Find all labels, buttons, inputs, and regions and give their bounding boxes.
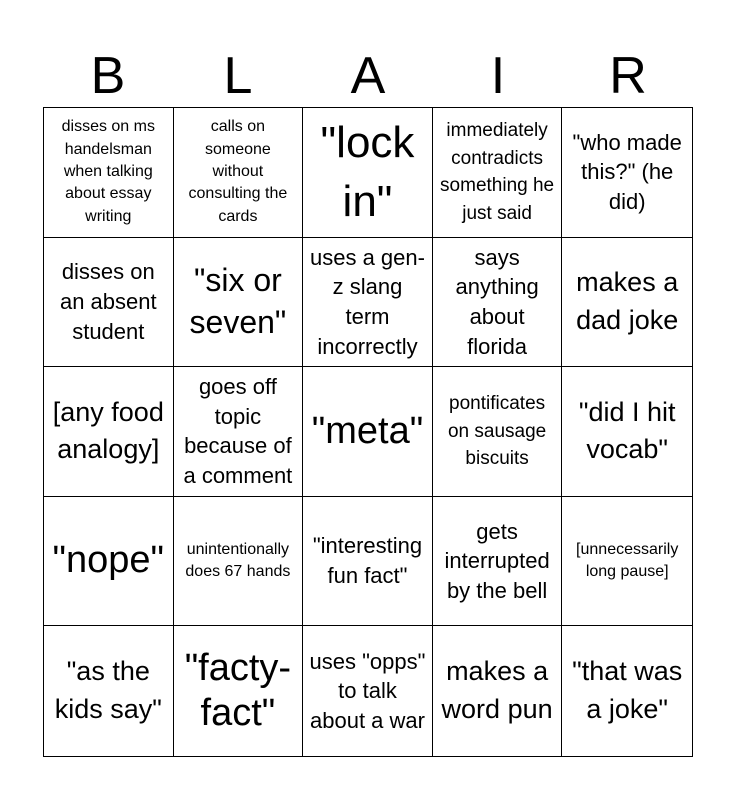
bingo-cell[interactable]: goes off topic because of a comment <box>174 367 304 497</box>
bingo-cell[interactable]: "meta" <box>303 367 433 497</box>
bingo-cell[interactable]: "as the kids say" <box>44 626 174 756</box>
header-letter-r: R <box>609 47 647 105</box>
bingo-cell[interactable]: calls on someone without consulting the cards <box>174 108 304 238</box>
bingo-cell[interactable]: pontificates on sausage biscuits <box>433 367 563 497</box>
bingo-cell[interactable]: "that was a joke" <box>572 656 683 725</box>
header-letter-b: B <box>90 47 126 105</box>
header-letter-i: I <box>490 47 506 105</box>
bingo-cell[interactable]: "facty-fact" <box>174 626 304 756</box>
bingo-cell[interactable]: gets interrupted by the bell <box>433 497 563 627</box>
bingo-cell[interactable]: [unnecessarily long pause] <box>562 497 692 627</box>
bingo-cell[interactable]: uses a gen-z slang term incorrectly <box>303 238 433 368</box>
bingo-cell[interactable]: [any food analogy] <box>44 367 174 497</box>
bingo-header <box>43 44 693 108</box>
bingo-cell[interactable]: "nope" <box>44 497 174 627</box>
header-letter-a: A <box>350 47 386 105</box>
bingo-cell[interactable]: disses on ms handelsman when talking about essay writing <box>44 108 174 238</box>
bingo-cell[interactable]: uses "opps" to talk about a war <box>303 626 433 756</box>
bingo-cell[interactable]: "who made this?" (he did) <box>562 108 692 238</box>
header-letter-l: L <box>223 47 253 105</box>
bingo-cell[interactable]: makes a dad joke <box>562 238 692 368</box>
bingo-grid <box>43 107 693 757</box>
bingo-cell[interactable]: "did I hit vocab" <box>562 367 692 497</box>
bingo-cell[interactable]: says anything about florida <box>433 238 563 368</box>
bingo-cell[interactable]: "six or seven" <box>174 238 304 368</box>
bingo-cell[interactable]: "lock in" <box>303 108 433 238</box>
bingo-cell[interactable]: makes a word pun <box>433 626 563 756</box>
bingo-cell[interactable]: disses on an absent student <box>44 238 174 368</box>
bingo-cell[interactable]: immediately contradicts something he just said <box>433 108 563 238</box>
bingo-cell[interactable]: "interesting fun fact" <box>303 497 433 627</box>
bingo-cell[interactable]: unintentionally does 67 hands <box>174 497 304 627</box>
